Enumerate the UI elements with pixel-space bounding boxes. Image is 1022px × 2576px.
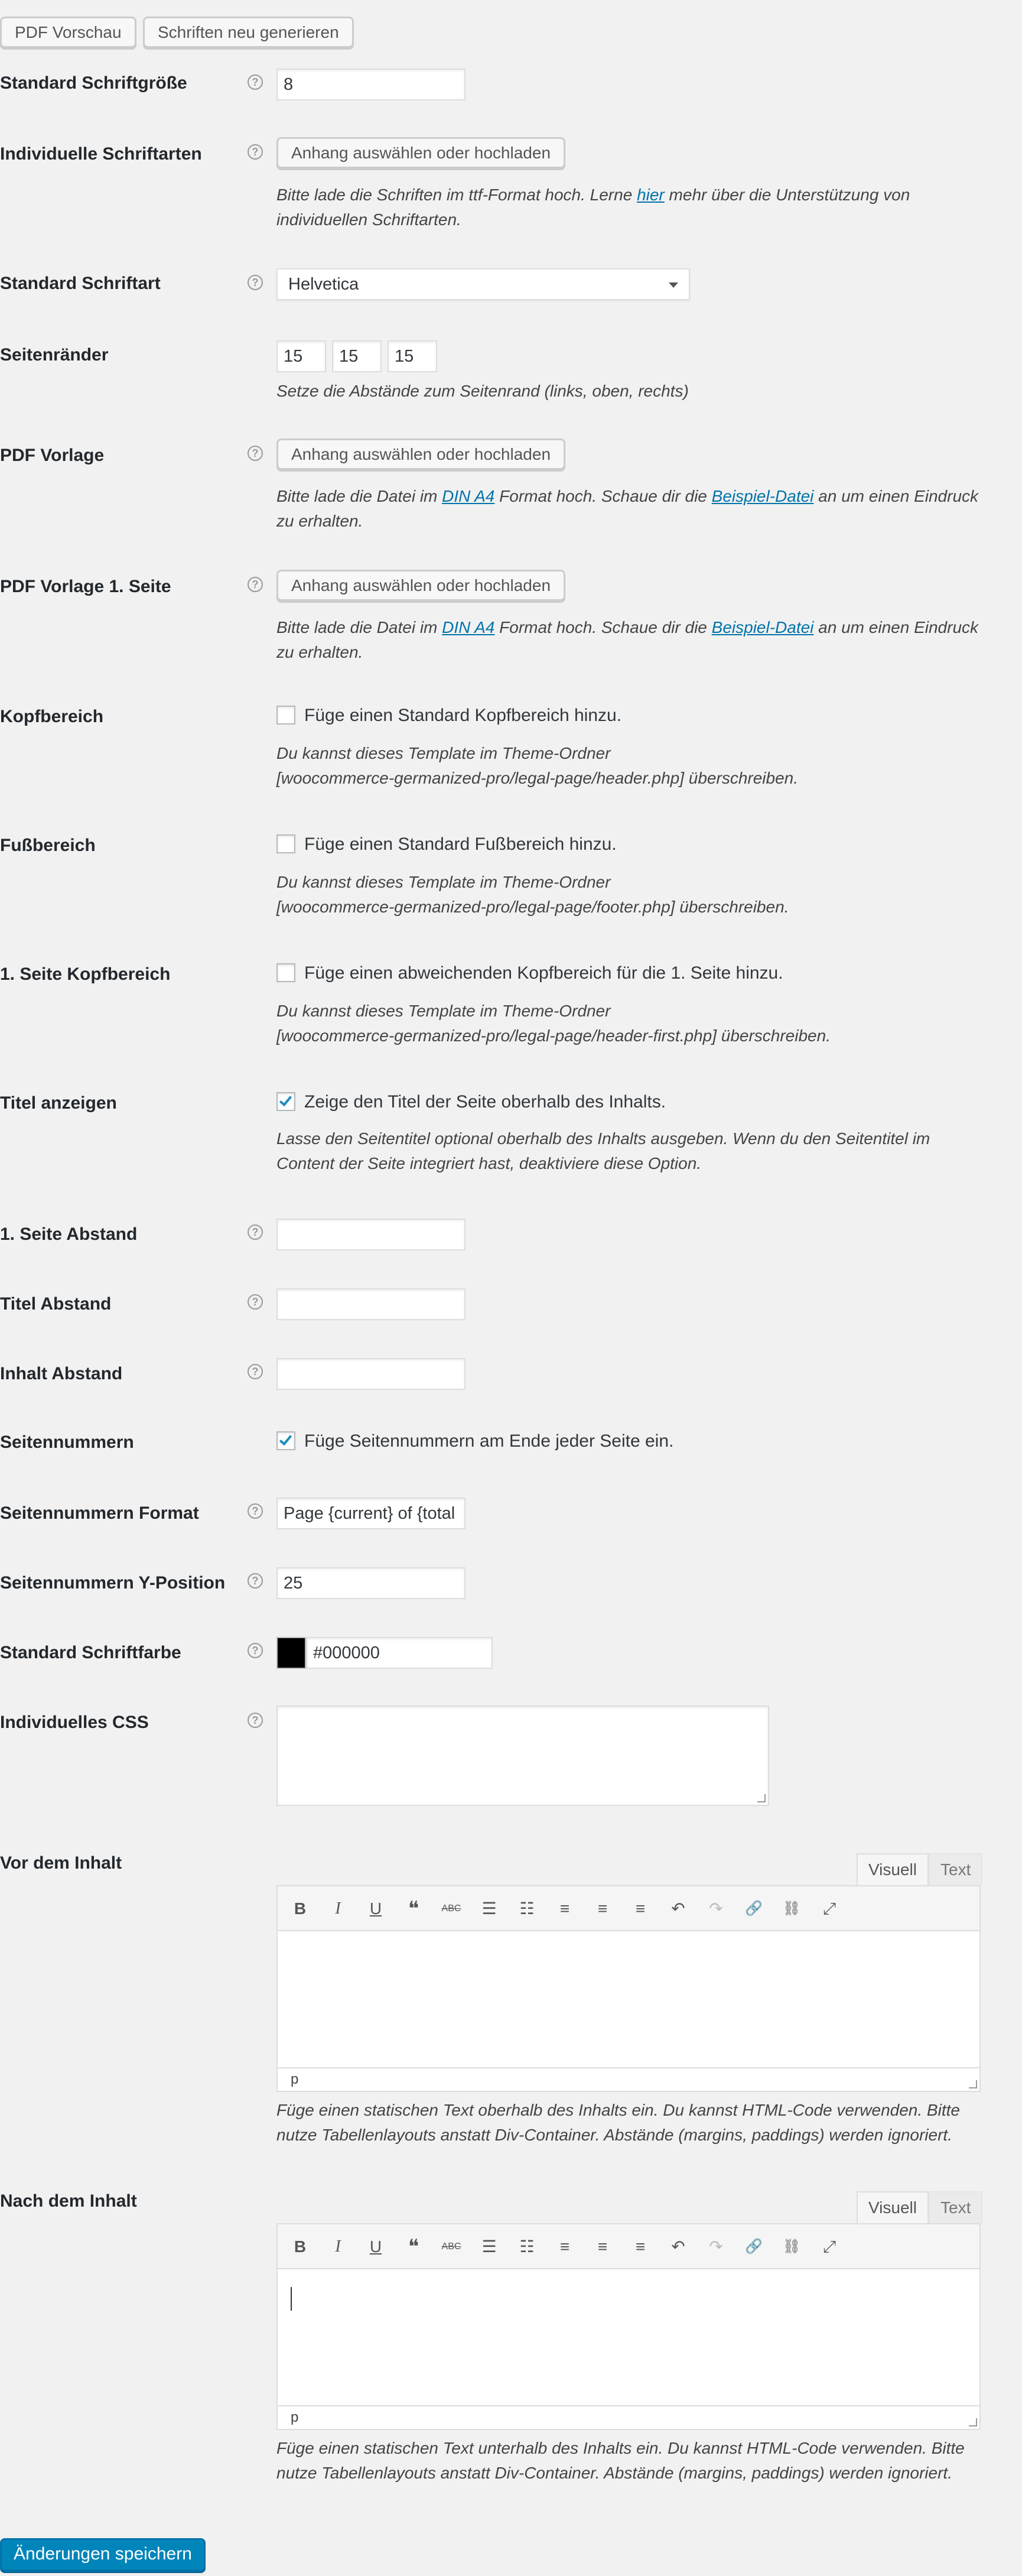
- underline-icon[interactable]: U: [369, 1899, 382, 1918]
- strikethrough-icon[interactable]: ABC: [441, 1903, 461, 1914]
- page-numbers-checkbox[interactable]: [276, 1431, 295, 1450]
- italic-icon[interactable]: I: [335, 1899, 341, 1918]
- show-title-description: Lasse den Seitentitel optional oberhalb des Inhalts ausgeben. Wenn du den Seitentitel im Content der Seite integriert hast, deaktiviere diese Option.: [276, 1129, 930, 1172]
- help-icon[interactable]: ?: [248, 1224, 263, 1240]
- resize-handle-icon[interactable]: [969, 2418, 977, 2426]
- help-icon[interactable]: ?: [248, 1573, 263, 1589]
- font-color-input[interactable]: #000000: [306, 1637, 493, 1669]
- underline-icon[interactable]: U: [369, 2237, 382, 2256]
- redo-icon[interactable]: ↷: [709, 1899, 723, 1918]
- help-icon[interactable]: ?: [248, 275, 263, 290]
- before-content-editor[interactable]: [276, 1885, 981, 2092]
- align-right-icon[interactable]: ≡: [635, 1899, 646, 1918]
- pdf-preview-button[interactable]: PDF Vorschau: [0, 17, 136, 48]
- numbered-list-icon[interactable]: ☷: [519, 2237, 535, 2256]
- font-color-label: Standard Schriftfarbe: [0, 1643, 181, 1662]
- fullscreen-icon[interactable]: ⤢: [822, 2237, 837, 2256]
- editor-content-area[interactable]: [278, 2269, 979, 2405]
- footer-checkbox-label[interactable]: Füge einen Standard Fußbereich hinzu.: [304, 834, 617, 854]
- font-family-select[interactable]: Helvetica: [276, 268, 690, 300]
- editor-content-area[interactable]: [278, 1931, 979, 2067]
- din-a4-link[interactable]: DIN A4: [442, 487, 495, 505]
- font-size-input[interactable]: 8: [276, 69, 466, 100]
- help-icon[interactable]: ?: [248, 1503, 263, 1519]
- resize-handle-icon[interactable]: [757, 1794, 766, 1802]
- help-icon[interactable]: ?: [248, 74, 263, 90]
- before-content-description: Füge einen statischen Text oberhalb des Inhalts ein. Du kannst HTML-Code verwenden. Bitte nutze Tabellenlayouts anstatt Div-Container. Abstände (margins, paddings) werden ignoriert.: [276, 2101, 960, 2144]
- margin-top-input[interactable]: 15: [332, 340, 382, 372]
- redo-icon[interactable]: ↷: [709, 2237, 723, 2256]
- strikethrough-icon[interactable]: ABC: [441, 2242, 461, 2252]
- pdf-template-first-description: Bitte lade die Datei im DIN A4 Format hoch. Schaue dir die Beispiel-Datei an um einen Eindruck zu erhalten.: [276, 618, 979, 661]
- numbered-list-icon[interactable]: ☷: [519, 1899, 535, 1918]
- help-icon[interactable]: ?: [248, 1364, 263, 1379]
- header-first-checkbox-label[interactable]: Füge einen abweichenden Kopfbereich für die 1. Seite hinzu.: [304, 963, 783, 983]
- custom-css-textarea[interactable]: [276, 1706, 769, 1806]
- regenerate-fonts-button[interactable]: Schriften neu generieren: [143, 17, 354, 48]
- show-title-checkbox-label[interactable]: Zeige den Titel der Seite oberhalb des Inhalts.: [304, 1092, 666, 1112]
- sample-file-link[interactable]: Beispiel-Datei: [711, 618, 814, 636]
- bold-icon[interactable]: B: [294, 2237, 307, 2256]
- pdf-template-upload-button[interactable]: Anhang auswählen oder hochladen: [276, 438, 565, 470]
- page-numbers-label: Seitennummern: [0, 1432, 134, 1452]
- align-left-icon[interactable]: ≡: [559, 1899, 570, 1918]
- resize-handle-icon[interactable]: [969, 2080, 977, 2088]
- header-checkbox[interactable]: [276, 706, 295, 725]
- help-icon[interactable]: ?: [248, 1294, 263, 1310]
- page-numbers-format-input[interactable]: Page {current} of {total: [276, 1497, 466, 1529]
- content-spacing-label: Inhalt Abstand: [0, 1364, 123, 1383]
- help-icon[interactable]: ?: [248, 1713, 263, 1728]
- footer-description: Du kannst dieses Template im Theme-Ordner [woocommerce-germanized-pro/legal-page/footer.php] überschreiben.: [276, 873, 789, 916]
- font-size-label: Standard Schriftgröße: [0, 73, 187, 93]
- page-numbers-y-input[interactable]: 25: [276, 1567, 466, 1599]
- help-icon[interactable]: ?: [248, 446, 263, 461]
- title-spacing-label: Titel Abstand: [0, 1294, 112, 1314]
- checkmark-icon: [279, 1093, 292, 1106]
- editor-toolbar: [278, 1886, 979, 1931]
- show-title-label: Titel anzeigen: [0, 1093, 117, 1113]
- header-first-label: 1. Seite Kopfbereich: [0, 964, 171, 984]
- custom-fonts-description: Bitte lade die Schriften im ttf-Format hoch. Lerne hier mehr über die Unterstützung von individuellen Schriftarten.: [276, 186, 910, 229]
- margin-left-input[interactable]: 15: [276, 340, 326, 372]
- margin-right-input[interactable]: 15: [388, 340, 437, 372]
- first-page-spacing-input[interactable]: [276, 1219, 466, 1250]
- help-icon[interactable]: ?: [248, 1643, 263, 1658]
- pdf-template-first-label: PDF Vorlage 1. Seite: [0, 577, 171, 596]
- text-cursor: [291, 2287, 292, 2311]
- tab-text[interactable]: Text: [929, 2191, 982, 2223]
- blockquote-icon[interactable]: ❝: [408, 2236, 419, 2258]
- after-content-editor[interactable]: [276, 2223, 981, 2430]
- unlink-icon[interactable]: ⛓: [782, 2239, 801, 2255]
- header-first-checkbox[interactable]: [276, 963, 295, 982]
- align-center-icon[interactable]: ≡: [597, 1899, 608, 1918]
- undo-icon[interactable]: ↶: [671, 2237, 685, 2256]
- custom-fonts-label: Individuelle Schriftarten: [0, 144, 202, 164]
- header-description: Du kannst dieses Template im Theme-Ordner [woocommerce-germanized-pro/legal-page/header.php] überschreiben.: [276, 744, 799, 787]
- footer-label: Fußbereich: [0, 836, 96, 855]
- align-center-icon[interactable]: ≡: [597, 2237, 608, 2256]
- chevron-down-icon: [669, 282, 678, 288]
- editor-statusbar: [278, 2067, 979, 2091]
- fullscreen-icon[interactable]: ⤢: [822, 1899, 837, 1918]
- help-icon[interactable]: ?: [248, 577, 263, 592]
- link-icon[interactable]: 🔗: [745, 2239, 763, 2255]
- tab-text[interactable]: Text: [929, 1853, 982, 1885]
- align-left-icon[interactable]: ≡: [559, 2237, 570, 2256]
- show-title-checkbox[interactable]: [276, 1092, 295, 1111]
- blockquote-icon[interactable]: ❝: [408, 1898, 419, 1920]
- bullet-list-icon[interactable]: ☰: [481, 1899, 497, 1918]
- tab-visual[interactable]: Visuell: [857, 1853, 929, 1885]
- align-right-icon[interactable]: ≡: [635, 2237, 646, 2256]
- unlink-icon[interactable]: ⛓: [782, 1901, 801, 1916]
- undo-icon[interactable]: ↶: [671, 1899, 685, 1918]
- pdf-template-description: Bitte lade die Datei im DIN A4 Format hoch. Schaue dir die Beispiel-Datei an um einen Eindruck zu erhalten.: [276, 487, 979, 530]
- before-content-label: Vor dem Inhalt: [0, 1853, 122, 1873]
- learn-more-link[interactable]: hier: [637, 186, 665, 204]
- margins-description: Setze die Abstände zum Seitenrand (links, oben, rechts): [276, 382, 689, 400]
- checkmark-icon: [279, 1432, 292, 1445]
- help-icon[interactable]: ?: [248, 144, 263, 160]
- editor-statusbar: [278, 2405, 979, 2429]
- tab-visual[interactable]: Visuell: [857, 2191, 929, 2223]
- sample-file-link[interactable]: Beispiel-Datei: [711, 487, 814, 505]
- content-spacing-input[interactable]: [276, 1358, 466, 1390]
- font-family-label: Standard Schriftart: [0, 274, 161, 293]
- editor-toolbar: [278, 2224, 979, 2269]
- page-numbers-checkbox-label[interactable]: Füge Seitennummern am Ende jeder Seite ein.: [304, 1431, 674, 1451]
- pdf-template-first-upload-button[interactable]: Anhang auswählen oder hochladen: [276, 570, 565, 601]
- after-content-label: Nach dem Inhalt: [0, 2191, 137, 2211]
- color-swatch[interactable]: [276, 1637, 306, 1669]
- save-changes-button[interactable]: Änderungen speichern: [0, 2538, 206, 2571]
- page-numbers-format-label: Seitennummern Format: [0, 1503, 199, 1523]
- custom-fonts-upload-button[interactable]: Anhang auswählen oder hochladen: [276, 137, 565, 168]
- page-numbers-y-label: Seitennummern Y-Position: [0, 1573, 226, 1593]
- header-checkbox-label[interactable]: Füge einen Standard Kopfbereich hinzu.: [304, 706, 622, 725]
- footer-checkbox[interactable]: [276, 834, 295, 853]
- margins-label: Seitenränder: [0, 345, 109, 365]
- din-a4-link[interactable]: DIN A4: [442, 618, 495, 636]
- link-icon[interactable]: 🔗: [745, 1901, 763, 1916]
- element-path[interactable]: p: [291, 2071, 299, 2087]
- bullet-list-icon[interactable]: ☰: [481, 2237, 497, 2256]
- first-page-spacing-label: 1. Seite Abstand: [0, 1224, 138, 1244]
- element-path[interactable]: p: [291, 2409, 299, 2425]
- header-label: Kopfbereich: [0, 707, 104, 726]
- custom-css-label: Individuelles CSS: [0, 1713, 149, 1732]
- after-content-description: Füge einen statischen Text unterhalb des Inhalts ein. Du kannst HTML-Code verwenden. Bitte nutze Tabellenlayouts anstatt Div-Container. Abstände (margins, paddings) werden ignoriert.: [276, 2439, 965, 2482]
- pdf-template-label: PDF Vorlage: [0, 446, 105, 465]
- italic-icon[interactable]: I: [335, 2237, 341, 2256]
- bold-icon[interactable]: B: [294, 1899, 307, 1918]
- header-first-description: Du kannst dieses Template im Theme-Ordner [woocommerce-germanized-pro/legal-page/header-first.php] überschreiben.: [276, 1002, 831, 1045]
- title-spacing-input[interactable]: [276, 1288, 466, 1320]
